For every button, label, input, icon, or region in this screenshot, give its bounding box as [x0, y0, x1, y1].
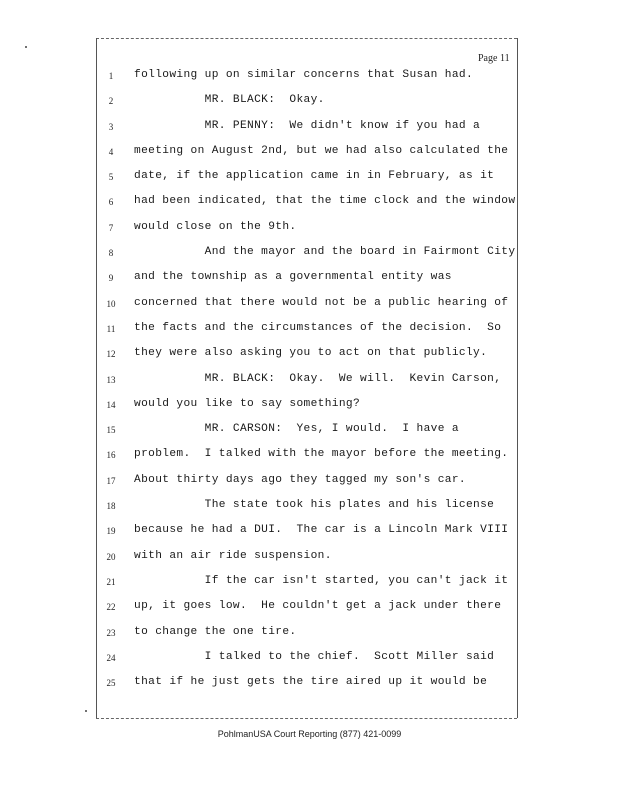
scan-speck	[25, 46, 27, 48]
transcript-line	[0, 396, 619, 421]
line-number: 10	[106, 298, 116, 309]
transcript-line	[0, 168, 619, 193]
line-number: 13	[106, 374, 116, 385]
line-text: had been indicated, that the time clock and the window	[134, 195, 516, 208]
transcript-lines	[0, 67, 619, 699]
line-text: meeting on August 2nd, but we had also calculated the	[134, 144, 509, 157]
line-number: 6	[108, 197, 114, 208]
line-number: 11	[106, 323, 116, 334]
line-text: would close on the 9th.	[134, 220, 297, 233]
line-text: If the car isn't started, you can't jack it	[134, 574, 509, 587]
line-text: because he had a DUI. The car is a Lincoln Mark VIII	[134, 524, 509, 537]
scan-speck	[85, 710, 87, 712]
line-text: date, if the application came in in February, as it	[134, 170, 495, 183]
line-number: 4	[108, 146, 114, 157]
line-number: 21	[106, 576, 116, 587]
line-text: up, it goes low. He couldn't get a jack under there	[134, 600, 502, 613]
transcript-line	[0, 624, 619, 649]
line-text: concerned that there would not be a public hearing of	[134, 296, 509, 309]
transcript-line	[0, 320, 619, 345]
bottom-rule	[96, 718, 517, 719]
transcript-line	[0, 649, 619, 674]
transcript-line	[0, 345, 619, 370]
line-text: I talked to the chief. Scott Miller said	[134, 650, 495, 663]
line-number: 15	[106, 425, 116, 436]
transcript-line	[0, 573, 619, 598]
line-number: 16	[106, 450, 116, 461]
line-number: 8	[108, 248, 114, 259]
transcript-line	[0, 193, 619, 218]
transcript-line	[0, 67, 619, 92]
transcript-line	[0, 371, 619, 396]
line-number: 14	[106, 399, 116, 410]
line-number: 20	[106, 551, 116, 562]
transcript-line	[0, 269, 619, 294]
line-number: 12	[106, 349, 116, 360]
line-number: 25	[106, 678, 116, 689]
line-text: MR. CARSON: Yes, I would. I have a	[134, 423, 459, 436]
line-number: 17	[106, 475, 116, 486]
line-number: 18	[106, 501, 116, 512]
transcript-line	[0, 674, 619, 699]
transcript-line	[0, 548, 619, 573]
transcript-line	[0, 295, 619, 320]
line-number: 7	[108, 222, 114, 233]
line-number: 22	[106, 602, 116, 613]
line-number: 9	[108, 273, 114, 284]
transcript-line	[0, 522, 619, 547]
line-number: 23	[106, 627, 116, 638]
transcript-line	[0, 118, 619, 143]
transcript-line	[0, 421, 619, 446]
line-text: and the township as a governmental entity was	[134, 271, 452, 284]
line-text: MR. BLACK: Okay. We will. Kevin Carson,	[134, 372, 502, 385]
line-text: following up on similar concerns that Susan had.	[134, 69, 474, 81]
transcript-line	[0, 497, 619, 522]
transcript-line	[0, 219, 619, 244]
line-text: to change the one tire.	[134, 625, 297, 638]
line-text: they were also asking you to act on that publicly.	[134, 347, 488, 360]
line-number: 3	[108, 121, 114, 132]
transcript-line	[0, 446, 619, 471]
transcript-line	[0, 244, 619, 269]
line-number: 5	[108, 172, 114, 183]
line-text: the facts and the circumstances of the decision. So	[134, 321, 502, 334]
line-number: 1	[108, 71, 114, 81]
line-text: And the mayor and the board in Fairmont City	[134, 246, 516, 259]
line-text: About thirty days ago they tagged my son's car.	[134, 473, 466, 486]
line-text: The state took his plates and his license	[134, 499, 495, 512]
line-text: problem. I talked with the mayor before the meeting.	[134, 448, 509, 461]
line-text: with an air ride suspension.	[134, 549, 332, 562]
line-text: would you like to say something?	[134, 397, 361, 410]
line-text: MR. PENNY: We didn't know if you had a	[134, 119, 481, 132]
transcript-line	[0, 472, 619, 497]
transcript-line	[0, 598, 619, 623]
line-number: 2	[108, 96, 114, 107]
transcript-line	[0, 143, 619, 168]
page-number: Page 11	[478, 53, 510, 64]
line-number: 24	[106, 652, 116, 663]
line-text: that if he just gets the tire aired up it would be	[134, 676, 488, 689]
line-text: MR. BLACK: Okay.	[134, 94, 325, 107]
transcript-line	[0, 92, 619, 117]
line-number: 19	[106, 526, 116, 537]
footer-reporter: PohlmanUSA Court Reporting (877) 421-0099	[217, 729, 402, 739]
